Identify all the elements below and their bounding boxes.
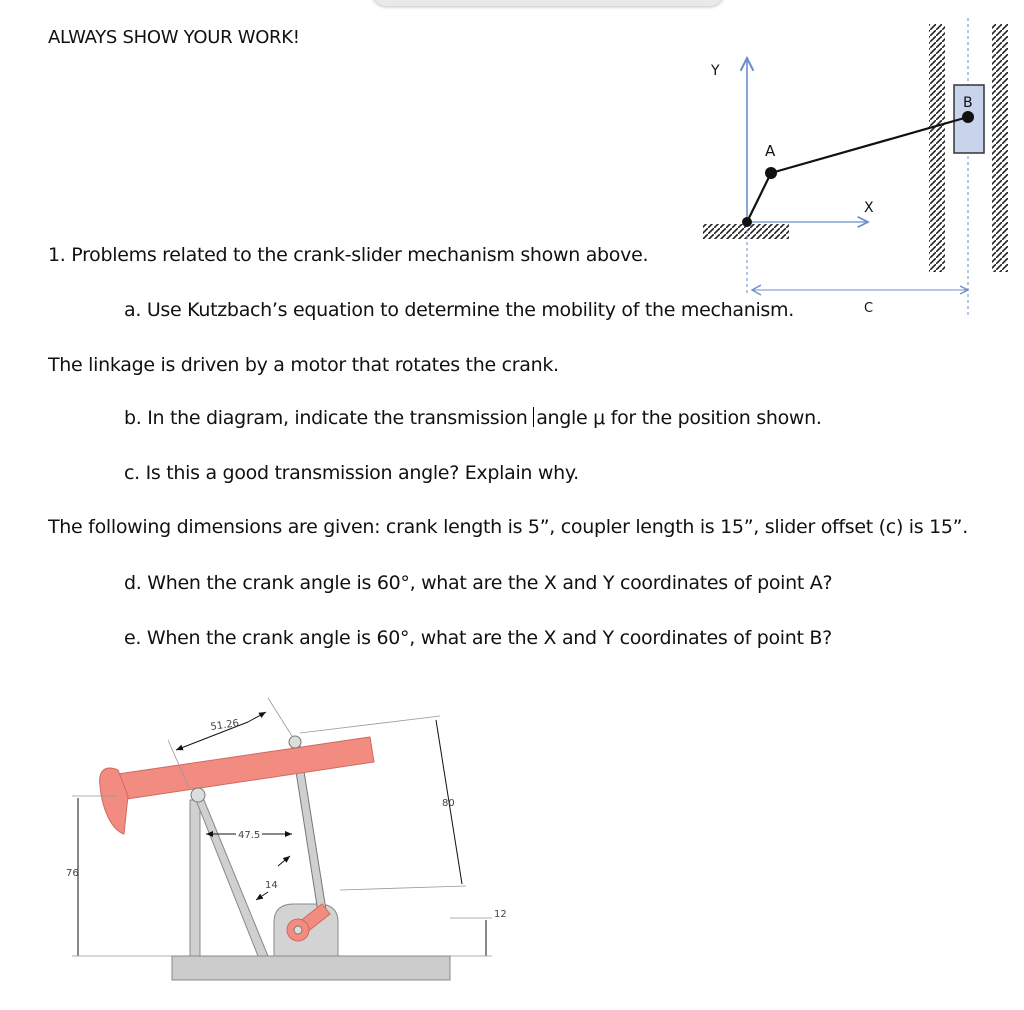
label-x: X <box>864 200 874 216</box>
base-platform <box>172 956 450 980</box>
pitman-pin <box>289 736 301 748</box>
label-y: Y <box>711 63 720 79</box>
walking-beam <box>118 737 374 800</box>
part-e-text: e. When the crank angle is 60°, what are the X and Y coordinates of point B? <box>124 627 832 649</box>
dim-label-14: 14 <box>265 880 278 891</box>
label-c: C <box>864 301 874 316</box>
part-b-text-start: b. In the diagram, indicate the transmission <box>124 407 534 429</box>
dim-label-51-26: 51.26 <box>209 718 240 733</box>
dim-label-80: 80 <box>442 798 455 809</box>
beam-pivot <box>191 788 205 802</box>
dimension-line-14a <box>278 856 290 866</box>
samson-post <box>190 800 200 956</box>
label-b: B <box>963 95 973 111</box>
dimensions-text: The following dimensions are given: crank length is 5”, coupler length is 15”, slider offset (c) is 15”. <box>48 516 968 538</box>
diagonal-brace <box>196 800 268 956</box>
part-d-text: d. When the crank angle is 60°, what are the X and Y coordinates of point A? <box>124 572 833 594</box>
motor-note: The linkage is driven by a motor that rotates the crank. <box>48 354 559 376</box>
label-a: A <box>765 142 776 160</box>
part-a-text: a. Use Kutzbach’s equation to determine the mobility of the mechanism. <box>124 299 794 321</box>
dimension-line-14b <box>256 892 268 900</box>
problem-1-text: 1. Problems related to the crank-slider mechanism shown above. <box>48 244 649 266</box>
dim-label-76: 76 <box>66 868 79 879</box>
extension-line-80-top <box>300 716 440 733</box>
part-c-text: c. Is this a good transmission angle? Explain why. <box>124 462 579 484</box>
dim-label-47-5: 47.5 <box>238 830 261 841</box>
extension-line-1 <box>268 698 292 736</box>
heading: ALWAYS SHOW YOUR WORK! <box>48 27 300 48</box>
extension-line-80-bottom <box>340 886 466 890</box>
crank-hub-center <box>294 926 302 934</box>
part-b-text-end: angle μ for the position shown. <box>536 407 822 429</box>
dimension-line-51b <box>248 712 266 722</box>
dim-label-12: 12 <box>494 909 507 920</box>
